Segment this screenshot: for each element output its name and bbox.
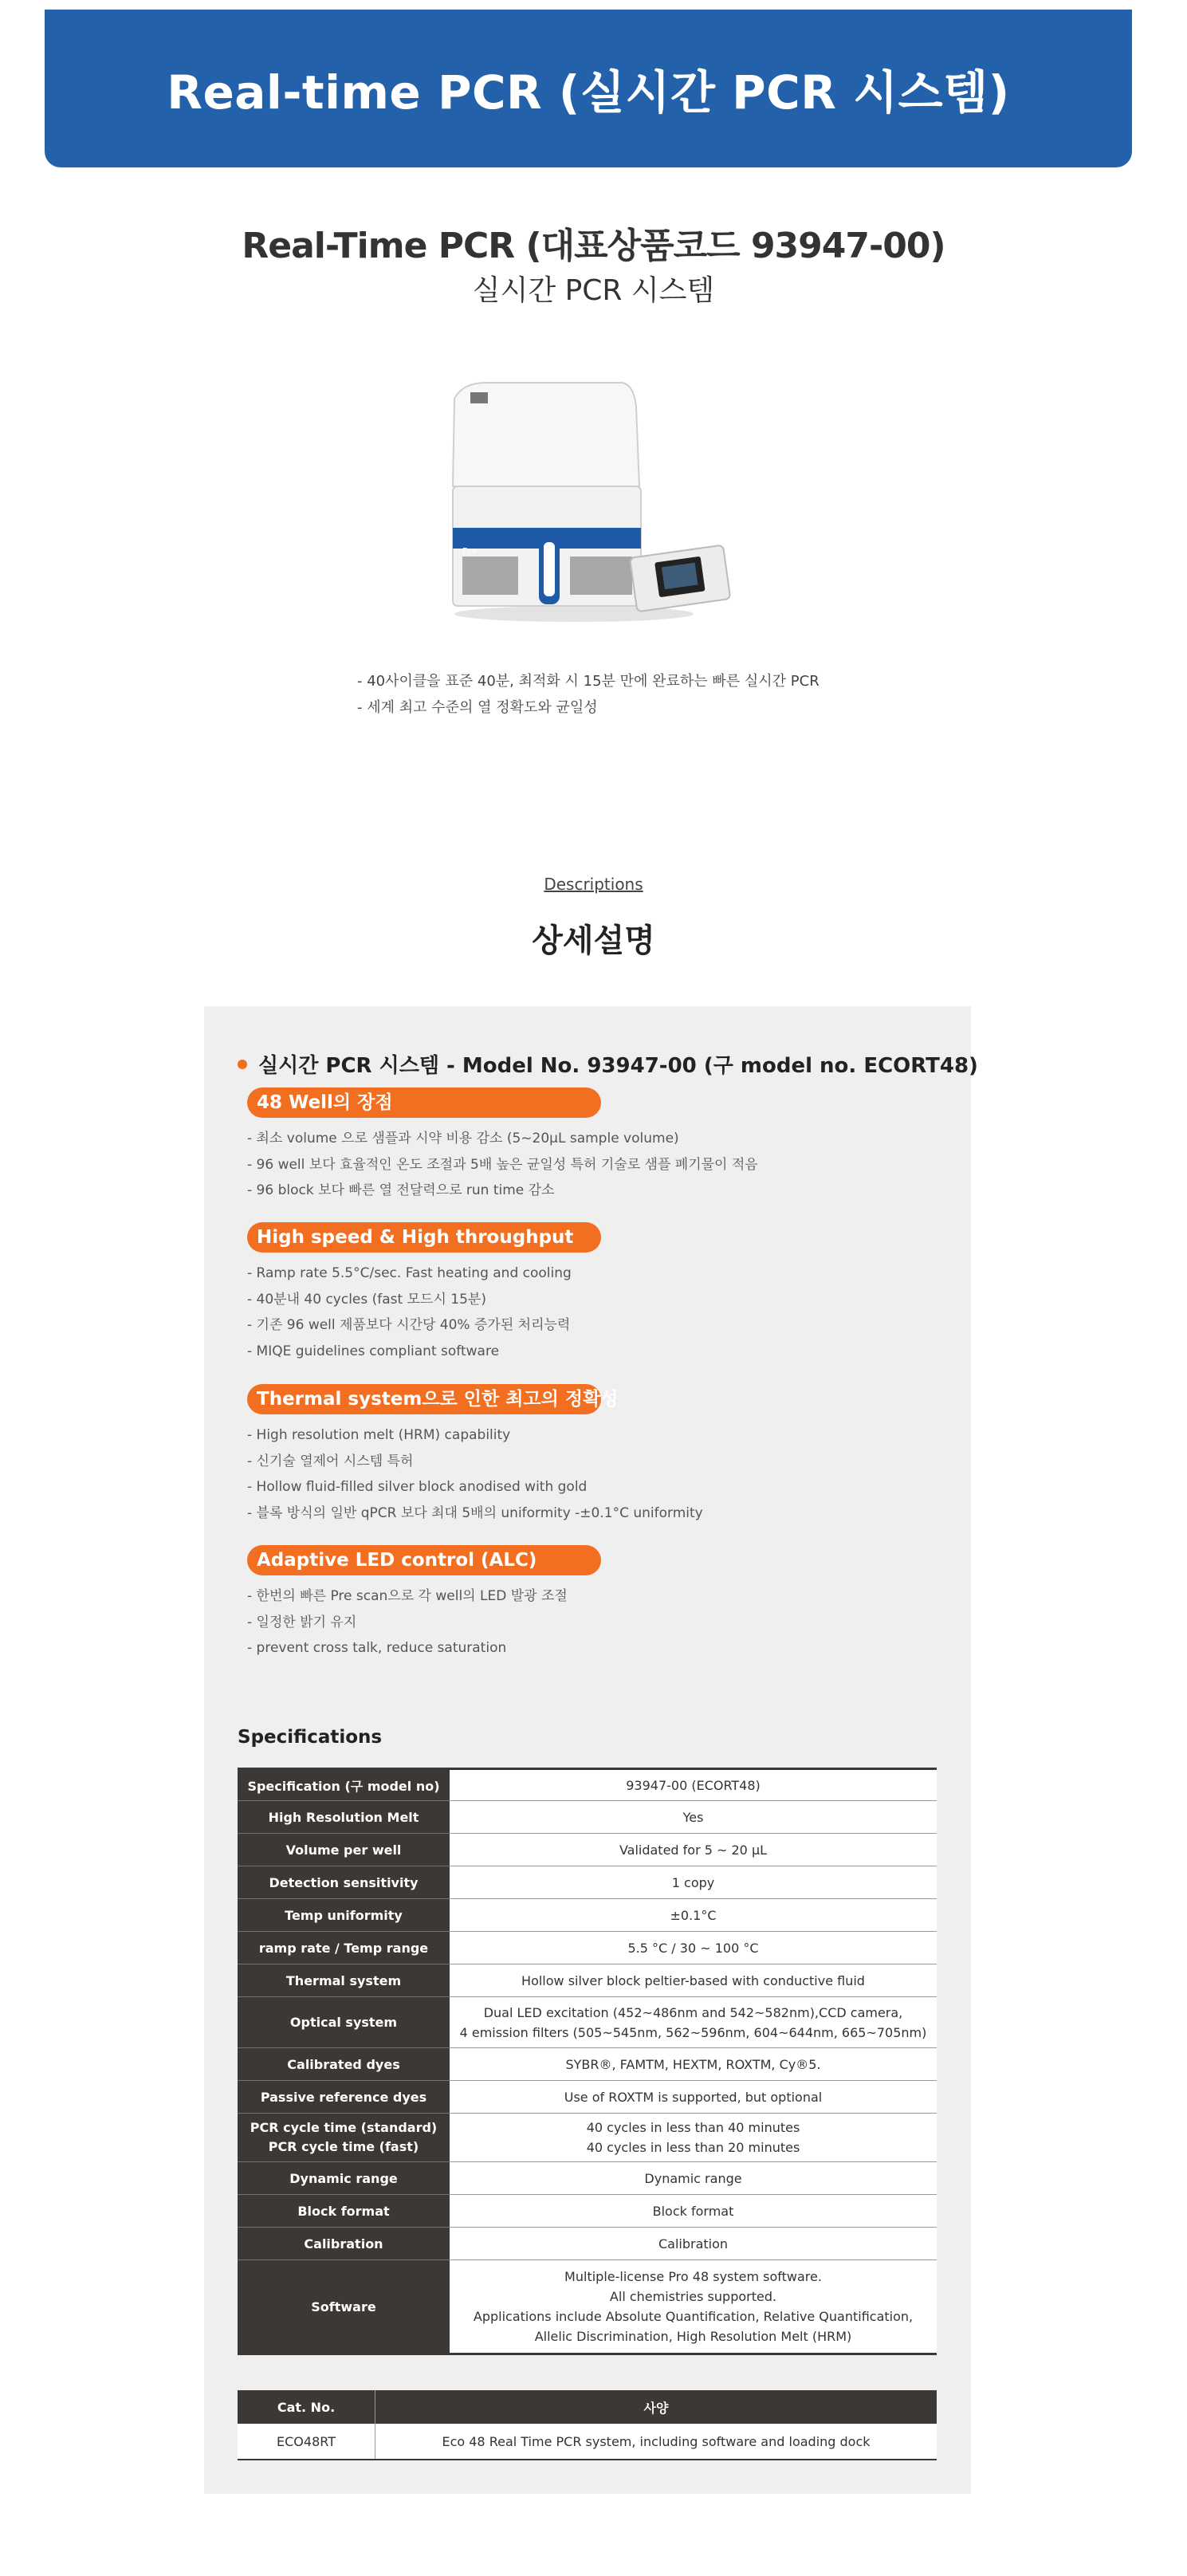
spec-row bbox=[238, 2081, 937, 2114]
feature-section bbox=[247, 1222, 601, 1364]
spec-key: ramp rate / Temp range bbox=[238, 1932, 450, 1964]
feature-heading: High speed & High throughput bbox=[247, 1222, 601, 1253]
feature-item: - 한번의 빠른 Pre scan으로 각 well의 LED 발광 조절 bbox=[247, 1588, 568, 1604]
feature-item: - 블록 방식의 일반 qPCR 보다 최대 5배의 uniformity -±0.1°C uniformity bbox=[247, 1504, 703, 1521]
spec-row bbox=[238, 1769, 937, 1801]
spec-key: High Resolution Melt bbox=[238, 1801, 450, 1834]
feature-item: - 96 block 보다 빠른 열 전달력으로 run time 감소 bbox=[247, 1182, 555, 1198]
feature-item: - 기존 96 well 제품보다 시간당 40% 증가된 처리능력 bbox=[247, 1317, 571, 1333]
catalog-row bbox=[238, 2424, 937, 2460]
system-title-text: 실시간 PCR 시스템 - Model No. 93947-00 (구 model no. ECORT48) bbox=[258, 1054, 978, 1078]
spec-value: Dynamic range bbox=[450, 2162, 937, 2195]
spec-row bbox=[238, 2162, 937, 2195]
spec-value: 40 cycles in less than 40 minutes 40 cycles in less than 20 minutes bbox=[450, 2114, 937, 2162]
product-subtitle: 실시간 PCR 시스템 bbox=[472, 274, 715, 307]
catalog-table bbox=[238, 2390, 937, 2460]
product-bullet: - 세계 최고 수준의 열 정확도와 균일성 bbox=[357, 699, 598, 716]
spec-key: PCR cycle time (standard) PCR cycle time (fast) bbox=[238, 2114, 450, 2162]
spec-row bbox=[238, 1801, 937, 1834]
feature-item: - MIQE guidelines compliant software bbox=[247, 1343, 500, 1359]
spec-value: Dual LED excitation (452~486nm and 542~582nm),CCD camera, 4 emission filters (505~545nm, 562~596nm, 604~644nm, 665~705nm) bbox=[450, 1997, 937, 2048]
spec-value: Validated for 5 ~ 20 µL bbox=[450, 1834, 937, 1866]
product-bullets bbox=[357, 668, 820, 721]
spec-key: Volume per well bbox=[238, 1834, 450, 1866]
catalog-header-catno: Cat. No. bbox=[238, 2390, 375, 2424]
spec-value: 5.5 °C / 30 ~ 100 °C bbox=[450, 1932, 937, 1964]
spec-value: Hollow silver block peltier-based with conductive fluid bbox=[450, 1964, 937, 1997]
spec-key: Block format bbox=[238, 2195, 450, 2228]
spec-key: Temp uniformity bbox=[238, 1899, 450, 1932]
pcr-device-image bbox=[430, 375, 741, 630]
device-brand: Eco bbox=[462, 547, 477, 556]
header-banner bbox=[45, 10, 1132, 167]
spec-key: Software bbox=[238, 2260, 450, 2354]
spec-value: Multiple-license Pro 48 system software. All chemistries supported. Applications include Absolute Quantification, Relative Quantification, Allelic Discrimination, High Resolution Melt (HRM) bbox=[450, 2260, 937, 2354]
feature-heading: Thermal system으로 인한 최고의 정확성 bbox=[247, 1384, 601, 1414]
spec-value: 93947-00 (ECORT48) bbox=[450, 1769, 937, 1801]
spec-value: Calibration bbox=[450, 2228, 937, 2260]
spec-row bbox=[238, 2260, 937, 2354]
feature-item: - 신기술 열제어 시스템 특허 bbox=[247, 1453, 414, 1469]
spec-row bbox=[238, 2114, 937, 2162]
feature-heading: Adaptive LED control (ALC) bbox=[247, 1545, 601, 1575]
feature-section bbox=[247, 1545, 601, 1662]
feature-item: - High resolution melt (HRM) capability bbox=[247, 1427, 511, 1443]
spec-value: Use of ROXTM is supported, but optional bbox=[450, 2081, 937, 2114]
specifications-table bbox=[238, 1768, 937, 2355]
feature-item: - prevent cross talk, reduce saturation bbox=[247, 1640, 507, 1656]
feature-item: - 40분내 40 cycles (fast 모드시 15분) bbox=[247, 1291, 486, 1308]
bullet-dot-icon bbox=[238, 1060, 247, 1069]
catalog-description: Eco 48 Real Time PCR system, including software and loading dock bbox=[375, 2424, 937, 2460]
details-panel bbox=[204, 1006, 978, 2494]
spec-key: Calibrated dyes bbox=[238, 2048, 450, 2081]
spec-value: Yes bbox=[450, 1801, 937, 1834]
feature-item: - 일정한 밝기 유지 bbox=[247, 1614, 357, 1630]
specifications-heading: Specifications bbox=[238, 1727, 383, 1748]
spec-key: Specification (구 model no) bbox=[238, 1769, 450, 1801]
feature-item: - 96 well 보다 효율적인 온도 조절과 5배 높은 균일성 특허 기술로 샘플 폐기물이 적음 bbox=[247, 1156, 758, 1173]
product-title: Real-Time PCR (대표상품코드 93947-00) bbox=[242, 226, 945, 266]
spec-key: Passive reference dyes bbox=[238, 2081, 450, 2114]
spec-key: Optical system bbox=[238, 1997, 450, 2048]
system-title bbox=[238, 1049, 978, 1079]
spec-value: ±0.1°C bbox=[450, 1899, 937, 1932]
spec-row bbox=[238, 1899, 937, 1932]
spec-key: Detection sensitivity bbox=[238, 1866, 450, 1899]
descriptions-heading: 상세설명 bbox=[532, 922, 655, 959]
spec-value: 1 copy bbox=[450, 1866, 937, 1899]
feature-item: - Hollow fluid-filled silver block anodised with gold bbox=[247, 1479, 588, 1495]
spec-row bbox=[238, 2228, 937, 2260]
spec-key: Calibration bbox=[238, 2228, 450, 2260]
feature-section bbox=[247, 1087, 758, 1204]
spec-value: Block format bbox=[450, 2195, 937, 2228]
feature-item: - 최소 volume 으로 샘플과 시약 비용 감소 (5~20µL sample volume) bbox=[247, 1131, 679, 1146]
spec-row bbox=[238, 2048, 937, 2081]
catalog-cat-no: ECO48RT bbox=[238, 2424, 375, 2460]
catalog-header-spec: 사양 bbox=[375, 2390, 937, 2424]
spec-key: Dynamic range bbox=[238, 2162, 450, 2195]
spec-row bbox=[238, 1997, 937, 2048]
feature-item: - Ramp rate 5.5°C/sec. Fast heating and cooling bbox=[247, 1265, 572, 1281]
feature-heading: 48 Well의 장점 bbox=[247, 1087, 601, 1118]
spec-value: SYBR®, FAMTM, HEXTM, ROXTM, Cy®5. bbox=[450, 2048, 937, 2081]
spec-row bbox=[238, 1866, 937, 1899]
spec-row bbox=[238, 1964, 937, 1997]
descriptions-link[interactable]: Descriptions bbox=[544, 875, 643, 894]
product-bullet: - 40사이클을 표준 40분, 최적화 시 15분 만에 완료하는 빠른 실시간 PCR bbox=[357, 673, 820, 690]
spec-row bbox=[238, 1932, 937, 1964]
feature-section bbox=[247, 1384, 703, 1526]
banner-title: Real-time PCR (실시간 PCR 시스템) bbox=[167, 65, 1010, 120]
spec-key: Thermal system bbox=[238, 1964, 450, 1997]
spec-row bbox=[238, 2195, 937, 2228]
spec-row bbox=[238, 1834, 937, 1866]
